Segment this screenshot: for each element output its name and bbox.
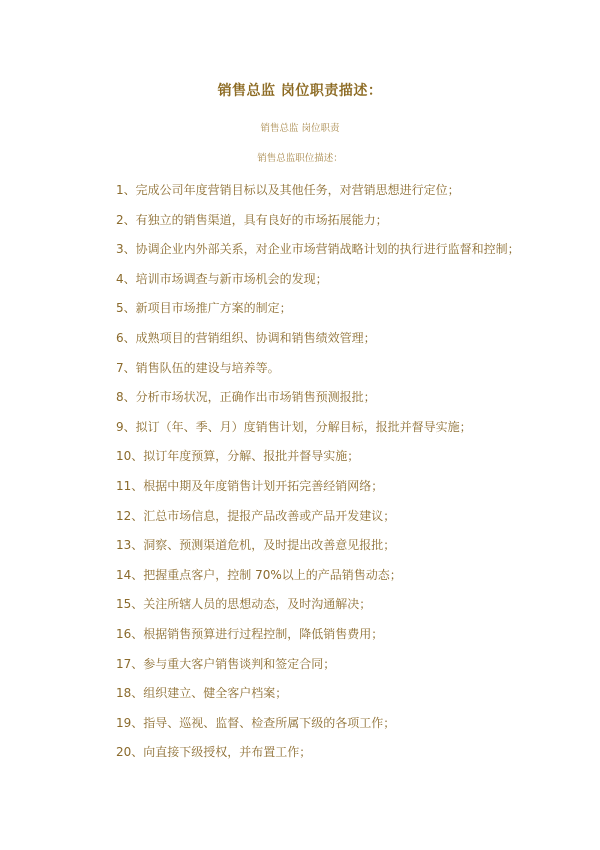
- duty-item-10: 10、拟订年度预算，分解、报批并督导实施；: [116, 449, 360, 464]
- duty-item-8: 8、分析市场状况，正确作出市场销售预测报批；: [116, 390, 376, 405]
- duty-item-14: 14、把握重点客户，控制 70%以上的产品销售动态；: [116, 567, 402, 582]
- duty-item-12: 12、汇总市场信息，提报产品改善或产品开发建议；: [116, 508, 396, 523]
- duty-item-3: 3、协调企业内外部关系，对企业市场营销战略计划的执行进行监督和控制；: [116, 242, 520, 257]
- duty-item-9: 9、拟订（年、季、月）度销售计划，分解目标，报批并督导实施；: [116, 419, 472, 434]
- duty-item-6: 6、成熟项目的营销组织、协调和销售绩效管理；: [116, 330, 376, 345]
- duty-item-18: 18、组织建立、健全客户档案；: [116, 686, 288, 701]
- duty-item-19: 19、指导、巡视、监督、检查所属下级的各项工作；: [116, 715, 396, 730]
- page-title: 销售总监 岗位职责描述：: [217, 83, 383, 99]
- duty-item-5: 5、新项目市场推广方案的制定；: [116, 301, 292, 316]
- subtitle-job-duties: 销售总监 岗位职责: [260, 123, 340, 134]
- duty-item-15: 15、关注所辖人员的思想动态，及时沟通解决；: [116, 597, 372, 612]
- duty-item-11: 11、根据中期及年度销售计划开拓完善经销网络；: [116, 478, 384, 493]
- duty-item-2: 2、有独立的销售渠道，具有良好的市场拓展能力；: [116, 212, 388, 227]
- duty-item-17: 17、参与重大客户销售谈判和签定合同；: [116, 656, 336, 671]
- duty-item-16: 16、根据销售预算进行过程控制，降低销售费用；: [116, 626, 384, 641]
- subtitle-job-description: 销售总监职位描述：: [257, 153, 343, 164]
- duty-item-4: 4、培训市场调查与新市场机会的发现；: [116, 271, 328, 286]
- duty-item-1: 1、完成公司年度营销目标以及其他任务，对营销思想进行定位；: [116, 183, 460, 197]
- duty-item-20: 20、向直接下级授权，并布置工作；: [116, 745, 312, 760]
- duty-item-7: 7、销售队伍的建设与培养等。: [116, 360, 280, 375]
- duty-item-13: 13、洞察、预测渠道危机，及时提出改善意见报批；: [116, 538, 396, 553]
- duty-list: [116, 176, 586, 768]
